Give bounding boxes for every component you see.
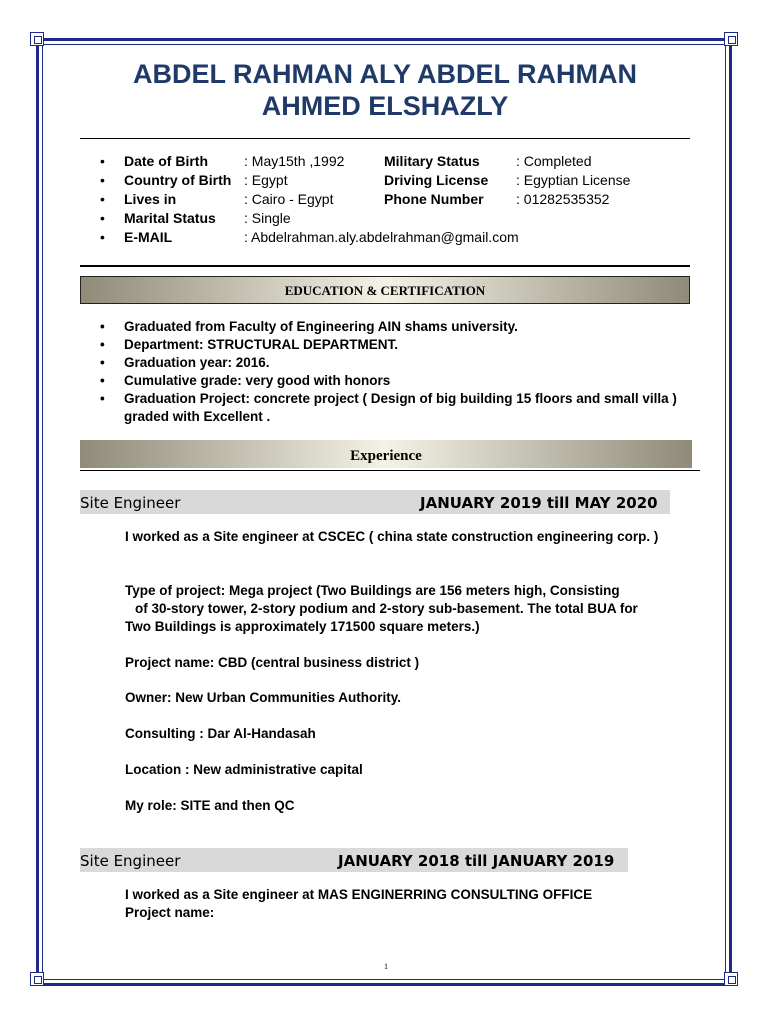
corner-ornament-bottom-left [30,972,44,986]
job-consulting: Consulting : Dar Al-Handasah [125,726,316,741]
divider-experience [80,470,700,471]
divider-middle [80,265,690,267]
job-title: Site Engineer [80,494,181,512]
page-number: 1 [384,962,388,971]
list-item-text: Department: STRUCTURAL DEPARTMENT. [124,337,399,352]
job-project-type [125,582,705,636]
info-label: E-MAIL [124,229,173,245]
job-header [80,848,628,872]
bullet: • [100,191,105,207]
job-header [80,490,670,514]
job-owner: Owner: New Urban Communities Authority. [125,690,402,705]
info-value: : Cairo - Egypt [244,191,334,207]
name-line-2: AHMED ELSHAZLY [261,91,509,121]
bullet: • [100,355,105,370]
list-item [100,390,705,426]
job-intro: I worked as a Site engineer at CSCEC ( china state construction engineering corp. ) [125,529,659,544]
job-project-name: Project name: CBD (central business district ) [125,655,420,670]
bullet: • [100,373,105,388]
job-location: Location : New administrative capital [125,762,363,777]
list-item-text: Cumulative grade: very good with honors [124,373,391,388]
info-label: Driving License [384,172,489,188]
bullet: • [100,391,105,406]
info-label: Phone Number [384,191,484,207]
job-role: My role: SITE and then QC [125,798,295,813]
info-label: Marital Status [124,210,216,226]
info-value: : Egypt [244,172,288,188]
info-value: : Completed [516,153,592,169]
job-dates: JANUARY 2019 till MAY 2020 [420,494,658,512]
list-item [100,318,705,336]
corner-ornament-top-left [30,32,44,46]
text-line: Project name: [125,905,215,920]
text-line: of 30-story tower, 2-story podium and 2-story sub-basement. The total BUA for [135,601,638,616]
text-line: I worked as a Site engineer at MAS ENGINERRING CONSULTING OFFICE [125,887,593,902]
email-value: : Abdelrahman.aly.abdelrahman@gmail.com [244,229,519,245]
info-value: : Single [244,210,291,226]
bullet: • [100,172,105,188]
list-item-text: Graduation year: 2016. [124,355,270,370]
list-item [100,336,705,354]
text-line: Two Buildings is approximately 171500 square meters.) [125,619,480,634]
text-line: Type of project: Mega project (Two Buildings are 156 meters high, Consisting [125,583,620,598]
education-heading: EDUCATION & CERTIFICATION [80,276,690,304]
experience-heading: Experience [80,440,692,468]
corner-ornament-bottom-right [724,972,738,986]
list-item-text: Graduation Project: concrete project ( Design of big building 15 floors and small villa ) graded with Excellent . [124,391,677,424]
bullet: • [100,229,105,245]
candidate-name [80,58,690,122]
info-value: : May15th ,1992 [244,153,345,169]
bullet: • [100,319,105,334]
bullet: • [100,337,105,352]
job-title: Site Engineer [80,852,181,870]
education-list [100,318,705,426]
info-label: Date of Birth [124,153,208,169]
info-label: Military Status [384,153,480,169]
corner-ornament-top-right [724,32,738,46]
divider-top [80,138,690,139]
bullet: • [100,210,105,226]
job-dates: JANUARY 2018 till JANUARY 2019 [338,852,615,870]
info-value: : 01282535352 [516,191,610,207]
list-item-text: Graduated from Faculty of Engineering AIN shams university. [124,319,518,334]
info-value: : Egyptian License [516,172,631,188]
name-line-1: ABDEL RAHMAN ALY ABDEL RAHMAN [132,59,638,89]
list-item [100,372,705,390]
list-item [100,354,705,372]
info-label: Lives in [124,191,177,207]
job-intro [125,886,705,922]
info-label: Country of Birth [124,172,232,188]
bullet: • [100,153,105,169]
